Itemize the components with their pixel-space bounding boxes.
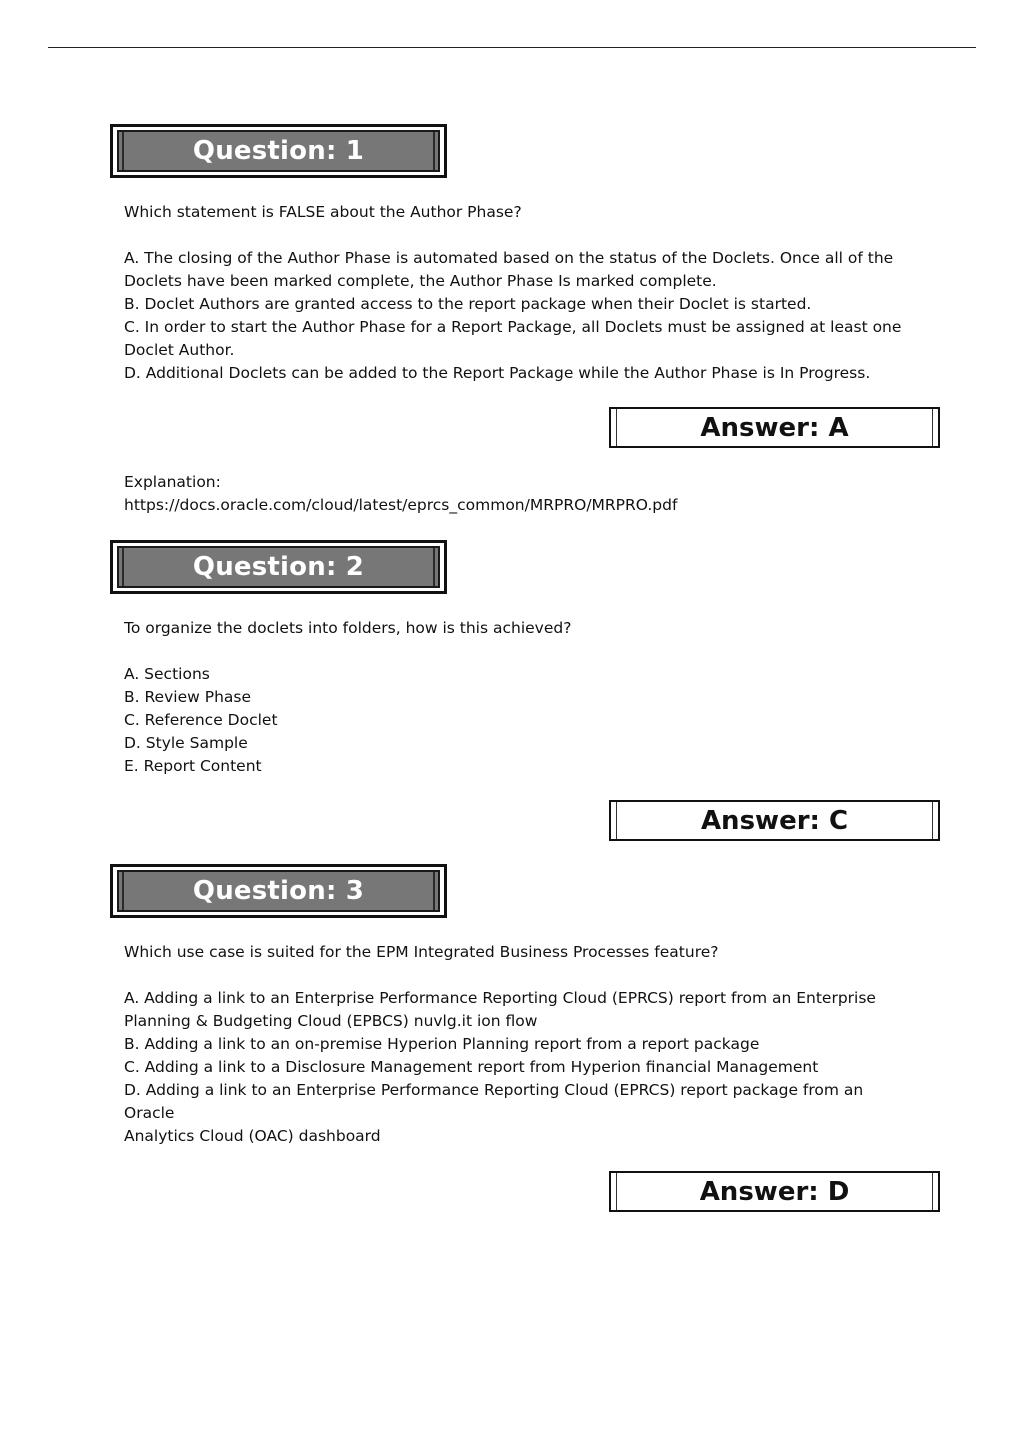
question-1-option-c: C. In order to start the Author Phase for a Report Package, all Doclets must be assigned at least one Doclet Author. <box>124 318 902 359</box>
question-1-heading: Question: 1 <box>192 136 365 166</box>
question-3-option-d-continued: Analytics Cloud (OAC) dashboard <box>124 1127 381 1145</box>
question-2-heading: Question: 2 <box>192 552 365 582</box>
question-3-option-c: C. Adding a link to a Disclosure Management report from Hyperion financial Management <box>124 1058 819 1076</box>
question-3-option-a: A. Adding a link to an Enterprise Performance Reporting Cloud (EPRCS) report from an Enterprise Planning & Budgeting Cloud (EPBCS) nuvlg.it ion flow <box>124 989 876 1030</box>
question-1-option-a: A. The closing of the Author Phase is automated based on the status of the Doclets. Once all of the Doclets have been marked complete, the Author Phase Is marked complete. <box>124 249 894 290</box>
question-1-option-b: B. Doclet Authors are granted access to the report package when their Doclet is started. <box>124 295 812 313</box>
question-2-option-a: A. Sections <box>124 665 210 683</box>
question-3-heading-box <box>110 864 447 918</box>
explanation-link[interactable]: https://docs.oracle.com/cloud/latest/eprcs_common/MRPRO/MRPRO.pdf <box>124 496 678 514</box>
question-2-option-d: D. Style Sample <box>124 734 248 752</box>
question-1-body <box>124 201 904 385</box>
question-1-explanation <box>124 471 904 517</box>
question-1-option-d: D. Additional Doclets can be added to the Report Package while the Author Phase is In Progress. <box>124 364 871 382</box>
question-3-heading: Question: 3 <box>192 876 365 906</box>
question-2-body <box>124 617 904 778</box>
question-2-answer-box <box>609 800 940 841</box>
question-1-answer-box <box>609 407 940 448</box>
question-2-answer: Answer: C <box>700 805 849 836</box>
question-2-option-b: B. Review Phase <box>124 688 251 706</box>
question-2-heading-box <box>110 540 447 594</box>
question-3-option-d: D. Adding a link to an Enterprise Performance Reporting Cloud (EPRCS) report package from an Oracle <box>124 1081 864 1122</box>
question-1-heading-box <box>110 124 447 178</box>
question-2-prompt: To organize the doclets into folders, how is this achieved? <box>124 619 572 637</box>
question-3-prompt: Which use case is suited for the EPM Integrated Business Processes feature? <box>124 943 719 961</box>
question-3-option-b: B. Adding a link to an on-premise Hyperion Planning report from a report package <box>124 1035 760 1053</box>
explanation-label: Explanation: <box>124 473 221 491</box>
question-1-prompt: Which statement is FALSE about the Author Phase? <box>124 203 522 221</box>
question-3-body <box>124 941 904 1148</box>
question-3-answer-box <box>609 1171 940 1212</box>
question-2-option-c: C. Reference Doclet <box>124 711 278 729</box>
header-rule <box>48 47 976 48</box>
question-1-answer: Answer: A <box>700 412 849 443</box>
question-2-option-e: E. Report Content <box>124 757 262 775</box>
question-3-answer: Answer: D <box>699 1176 850 1207</box>
